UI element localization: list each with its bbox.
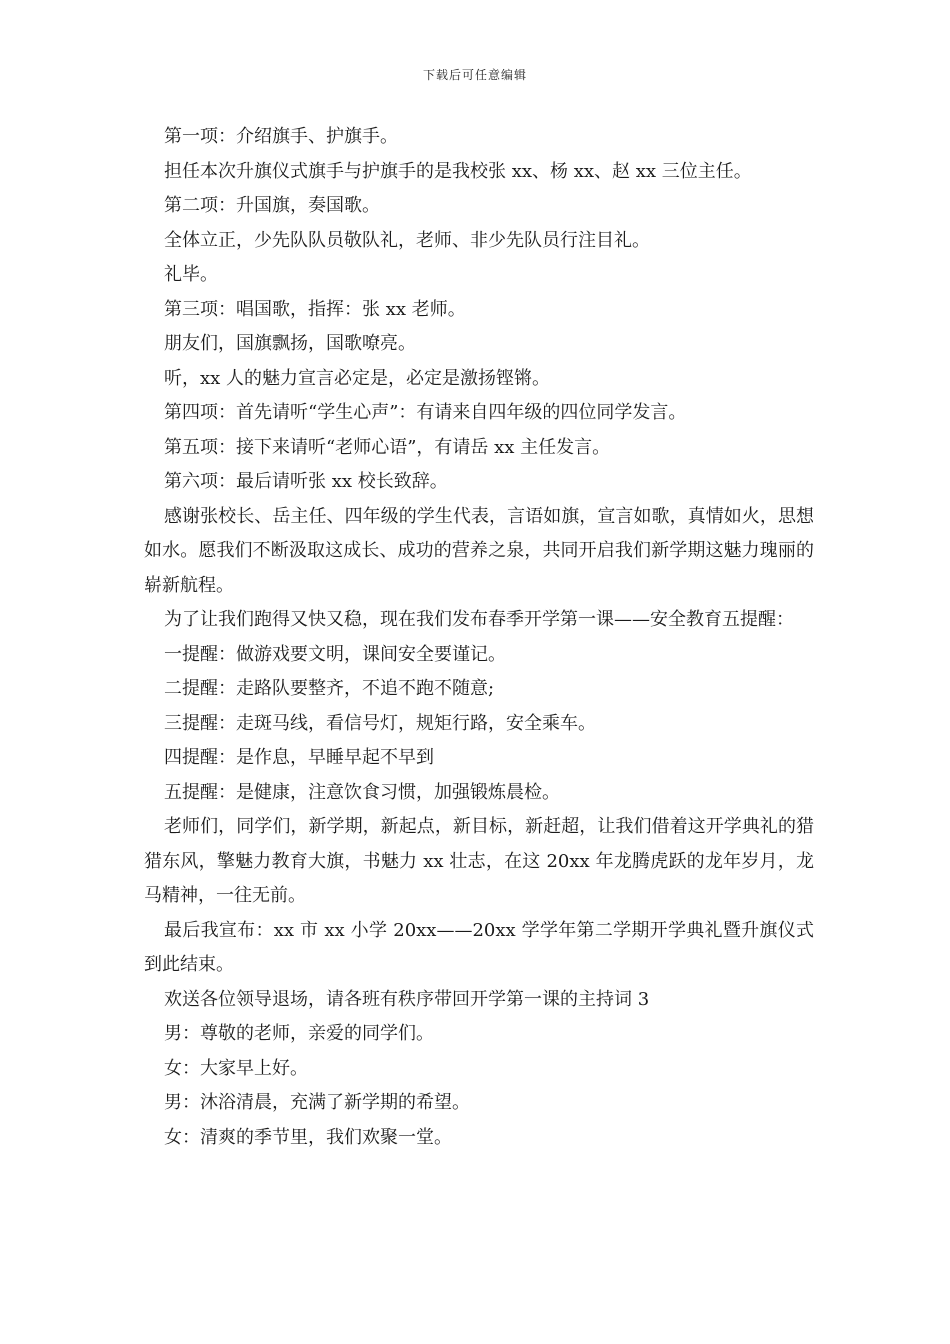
paragraph: 为了让我们跑得又快又稳，现在我们发布春季开学第一课——安全教育五提醒： bbox=[164, 609, 794, 630]
paragraph: 五提醒：是健康，注意饮食习惯，加强锻炼晨检。 bbox=[164, 781, 560, 803]
paragraph: 二提醒：走路队要整齐，不追不跑不随意; bbox=[164, 678, 495, 699]
paragraph: 四提醒：是作息，早睡早起不早到 bbox=[164, 747, 434, 768]
page-header-note: 下载后可任意编辑 bbox=[422, 68, 527, 82]
paragraph: 第五项：接下来请听“老师心语”，有请岳 xx 主任发言。 bbox=[164, 436, 611, 458]
paragraph: 女：清爽的季节里，我们欢聚一堂。 bbox=[164, 1126, 452, 1148]
paragraph: 第二项：升国旗，奏国歌。 bbox=[164, 195, 380, 216]
paragraph: 老师们，同学们，新学期，新起点，新目标，新赶超，让我们借着这开学典礼的猎猎东风，擎魅力教育大旗，书魅力 xx 壮志，在这 20xx 年龙腾虎跃的龙年岁月，龙马精神，一往无前。 bbox=[144, 816, 814, 906]
paragraph: 听，xx 人的魅力宣言必定是，必定是激扬铿锵。 bbox=[164, 367, 551, 389]
paragraph: 礼毕。 bbox=[164, 264, 218, 285]
paragraph: 朋友们，国旗飘扬，国歌嘹亮。 bbox=[164, 333, 416, 354]
paragraph: 女：大家早上好。 bbox=[164, 1057, 308, 1079]
paragraph: 第一项：介绍旗手、护旗手。 bbox=[164, 126, 398, 147]
paragraph: 男：尊敬的老师，亲爱的同学们。 bbox=[164, 1023, 434, 1044]
paragraph: 第六项：最后请听张 xx 校长致辞。 bbox=[164, 471, 448, 492]
paragraph: 三提醒：走斑马线，看信号灯，规矩行路，安全乘车。 bbox=[164, 712, 596, 734]
paragraph: 第三项：唱国歌，指挥：张 xx 老师。 bbox=[164, 298, 466, 320]
paragraph: 全体立正，少先队队员敬队礼，老师、非少先队员行注目礼。 bbox=[164, 229, 650, 251]
paragraph: 第四项：首先请听“学生心声”：有请来自四年级的四位同学发言。 bbox=[164, 402, 687, 423]
paragraph: 担任本次升旗仪式旗手与护旗手的是我校张 xx、杨 xx、赵 xx 三位主任。 bbox=[164, 160, 752, 182]
document-body bbox=[144, 120, 814, 1155]
paragraph: 感谢张校长、岳主任、四年级的学生代表，言语如旗，宣言如歌，真情如火，思想如水。愿我们不断汲取这成长、成功的营养之泉，共同开启我们新学期这魅力瑰丽的崭新航程。 bbox=[144, 505, 814, 596]
paragraph: 男：沐浴清晨，充满了新学期的希望。 bbox=[164, 1092, 470, 1113]
paragraph: 欢送各位领导退场，请各班有秩序带回开学第一课的主持词 3 bbox=[164, 988, 650, 1010]
paragraph: 最后我宣布：xx 市 xx 小学 20xx——20xx 学学年第二学期开学典礼暨升旗仪式到此结束。 bbox=[144, 919, 814, 975]
paragraph: 一提醒：做游戏要文明，课间安全要谨记。 bbox=[164, 643, 506, 665]
